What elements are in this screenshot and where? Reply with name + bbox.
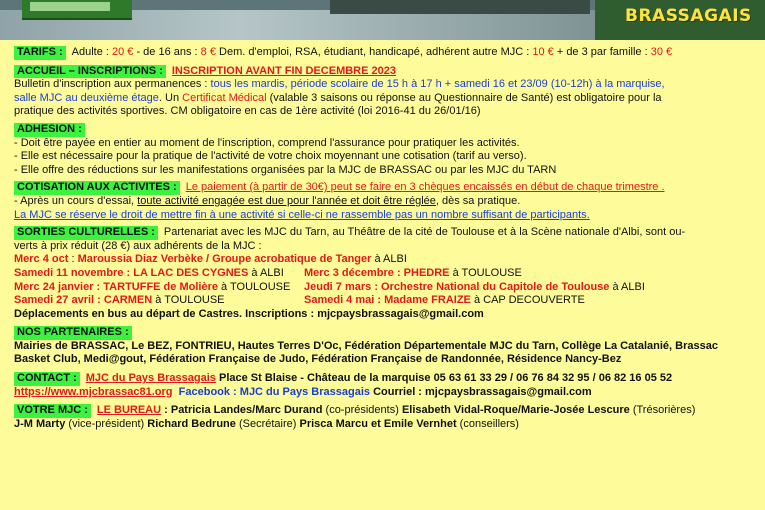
event-date: Jeudi 7 mars <box>304 280 372 293</box>
partenaires-heading: NOS PARTENAIRES : <box>14 326 132 340</box>
tarif-child: 8 € <box>200 46 216 58</box>
event-row <box>14 281 751 295</box>
tarif-reduced: 10 € <box>532 46 554 58</box>
text: , dès sa pratique. <box>435 194 521 207</box>
event-place: à TOULOUSE <box>217 280 291 293</box>
contact-section <box>0 372 765 399</box>
text: J-M Marty <box>14 417 66 430</box>
tarifs-section <box>0 46 765 60</box>
text: Place St Blaise - Château de la marquise 05 63 61 33 29 / 06 76 84 32 95 / 06 82 16 05 52 <box>215 372 673 385</box>
text: Bulletin d'inscription aux permanences : <box>14 78 211 91</box>
text: (co-présidents) <box>322 404 402 417</box>
event-place: à ALBI <box>371 253 407 266</box>
event-date: Samedi 11 novembre <box>14 266 124 279</box>
event-place: à ALBI <box>248 266 284 279</box>
text: (Secrétaire) <box>235 417 300 430</box>
event-row <box>14 294 751 308</box>
text: . Un <box>158 91 183 104</box>
list-item: - Doit être payée en entier au moment de l'inscription, comprend l'assurance pour pratiquer les activités. <box>14 136 520 149</box>
mjc-section <box>0 404 765 431</box>
tarif-label: + de 3 par famille : <box>553 46 651 58</box>
text: Prisca Marcu et Emile Vernhet <box>299 417 457 430</box>
payment-note: Le paiement (à partir de 30€) peut se faire en 3 chèques encaissés en début de chaque trimestre . <box>185 181 665 194</box>
event-title: : Orchestre National du Capitole de Toulouse <box>371 280 610 293</box>
event-date: Samedi 4 mai <box>304 294 375 307</box>
text: La MJC se réserve le droit de mettre fin à une activité si celle-ci ne rassemble pas un nombre suffisant de participants. <box>14 208 590 221</box>
bureau-label: LE BUREAU <box>96 404 162 417</box>
text: (Trésorières) <box>629 404 696 417</box>
text: Basket Club, Medi@gout, Fédération Française de Judo, Fédération Française de Randonnée, Résidence Nancy-Bez <box>14 353 622 366</box>
adhesion-section <box>0 123 765 177</box>
text: Déplacements en bus au départ de Castres. Inscriptions : mjcpaysbrassagais@gmail.com <box>14 307 484 320</box>
cotisation-section <box>0 181 765 222</box>
event-row <box>14 253 751 267</box>
event-title: : LA LAC DES CYGNES <box>123 266 249 279</box>
tarif-family: 30 € <box>650 46 673 58</box>
sorties-heading: SORTIES CULTURELLES : <box>14 226 158 240</box>
event-row <box>14 267 751 281</box>
event-title: : PHEDRE <box>393 266 450 279</box>
email-link[interactable]: mjcpaysbrassagais@gmail.com <box>425 385 592 398</box>
event-date: Samedi 27 avril <box>14 294 95 307</box>
event-title: : CARMEN <box>94 294 153 307</box>
website-link[interactable]: https://www.mjcbrassac81.org <box>14 385 173 398</box>
text: (conseillers) <box>456 417 519 430</box>
deadline: INSCRIPTION AVANT FIN DECEMBRE 2023 <box>171 64 396 77</box>
event-date: Merc 24 janvier <box>14 280 94 293</box>
location: salle MJC au deuxième étage <box>14 91 159 104</box>
text: Courriel : <box>370 385 426 398</box>
contact-heading: CONTACT : <box>14 372 80 386</box>
tarif-label: Adulte : <box>71 46 112 58</box>
text: pratique des activités sportives. CM obligatoire en cas de 1ère activité (loi 2016-41 du 26/01/16) <box>14 105 481 118</box>
text: - Après un cours d'essai, <box>14 194 138 207</box>
green-banner <box>22 0 132 20</box>
sorties-section <box>0 226 765 321</box>
text: : <box>68 253 78 266</box>
event-place: à TOULOUSE <box>449 266 522 279</box>
brassagais-logo: BRASSAGAIS <box>595 0 765 40</box>
accueil-section <box>0 65 765 119</box>
event-place: à CAP DECOUVERTE <box>470 294 585 307</box>
event-title: Maroussia Diaz Verbèke / Groupe acrobatique de Tanger <box>77 253 372 266</box>
medical-certificate: Certificat Médical <box>182 91 267 104</box>
tarif-adult: 20 € <box>111 46 134 58</box>
text: toute activité engagée est due pour l'année et doit être réglée <box>137 194 436 207</box>
facebook-link[interactable]: Facebook : MJC du Pays Brassagais <box>178 385 371 398</box>
cotisation-heading: COTISATION AUX ACTIVITES : <box>14 181 180 195</box>
bridge-image <box>330 0 590 14</box>
event-title: : Madame FRAIZE <box>374 294 471 307</box>
list-item: - Elle offre des réductions sur les manifestations organisées par la MJC de BRASSAC ou par les MJC du TARN <box>14 163 557 176</box>
event-place: à TOULOUSE <box>152 294 225 307</box>
adhesion-heading: ADHESION : <box>14 123 85 137</box>
text: Elisabeth Vidal-Roque/Marie-Josée Lescure <box>401 404 630 417</box>
text: verts à prix réduit (28 €) aux adhérents de la MJC : <box>14 239 262 252</box>
event-date: Merc 4 oct <box>14 253 69 266</box>
tarif-label: Dem. d'emploi, RSA, étudiant, handicapé, adhérent autre MJC : <box>215 46 533 58</box>
tarif-label: - de 16 ans : <box>133 46 201 58</box>
text: (vice-président) <box>65 417 148 430</box>
text: (valable 3 saisons ou réponse au Questionnaire de Santé) est obligatoire pour la <box>266 91 662 104</box>
mjc-heading: VOTRE MJC : <box>14 404 91 418</box>
text: Richard Bedrune <box>147 417 236 430</box>
event-place: à ALBI <box>609 280 645 293</box>
text: Partenariat avec les MJC du Tarn, au Théâtre de la cité de Toulouse et à la Scène nationale d'Albi, sont ou- <box>163 226 686 239</box>
tarifs-heading: TARIFS : <box>14 46 66 60</box>
text: Mairies de BRASSAC, Le BEZ, FONTRIEU, Hautes Terres D'Oc, Fédération Départementale MJC du Tarn, Collège La Catalanié, Brassac <box>14 339 718 352</box>
partenaires-section <box>0 326 765 367</box>
text: : Patricia Landes/Marc Durand <box>161 404 323 417</box>
accueil-heading: ACCUEIL – INSCRIPTIONS : <box>14 65 166 79</box>
contact-name[interactable]: MJC du Pays Brassagais <box>85 372 216 385</box>
list-item: - Elle est nécessaire pour la pratique de l'activité de votre choix moyennant une cotisation (tarif au verso). <box>14 150 527 163</box>
header-photo <box>0 0 765 40</box>
event-date: Merc 3 décembre <box>304 266 394 279</box>
permanence-times: tous les mardis, période scolaire de 15 h à 17 h + samedi 16 et 23/09 (10-12h) à la marquise, <box>210 78 665 91</box>
event-title: : TARTUFFE de Molière <box>93 280 218 293</box>
